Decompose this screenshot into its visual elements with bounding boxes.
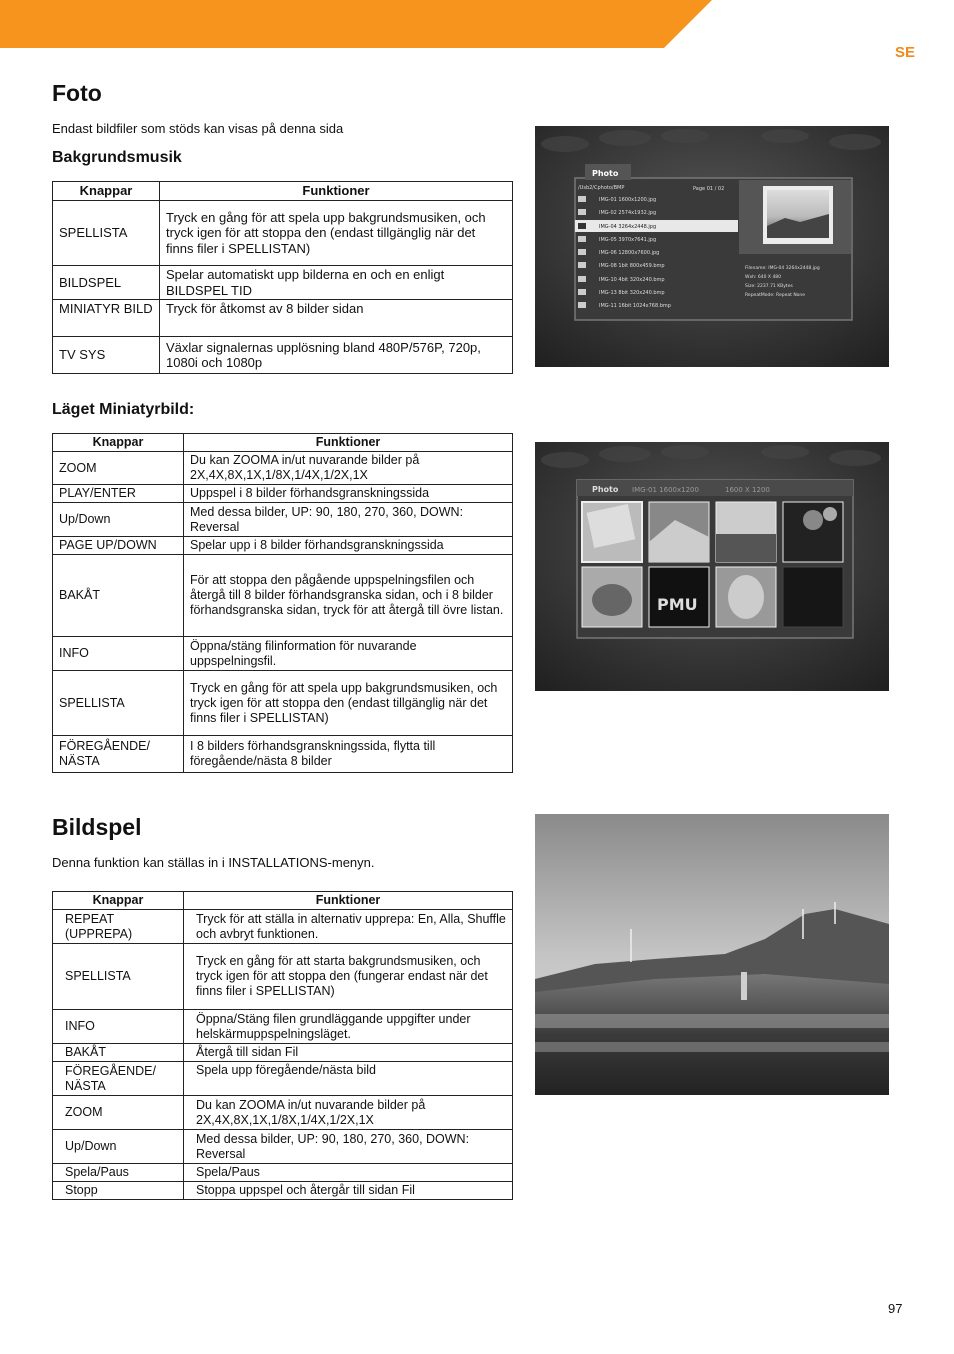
table-row: MINIATYR BILD Tryck för åtkomst av 8 bilder sidan xyxy=(53,300,513,337)
col-funktioner: Funktioner xyxy=(160,182,513,201)
table-row: ZOOM Du kan ZOOMA in/ut nuvarande bilder på 2X,4X,8X,1X,1/8X,1/4X,1/2X,1X xyxy=(53,452,513,485)
file-item: IMG-08 1bit 800x459.bmp xyxy=(599,263,665,269)
miniatyr-table: Knappar Funktioner ZOOM Du kan ZOOMA in/ut nuvarande bilder på 2X,4X,8X,1X,1/8X,1/4X,1/2X,1X PLAY/ENTER Uppspel i 8 bilder förhandsgranskningssida Up/Down Med dessa bilder, UP: 90, 180, 270, 360, DOWN: Reversal PAGE UP/DOWN Spelar upp i 8 bilder förhandsgranskningssida BAKÅT För att stoppa den pågående uppspelningsfilen och återgå till 8 bilder förhandsgranska sidan, och i 8 bilder förhandsgranska sidan, tryck för att återgå till övre listan. INFO Öppna/stäng filinformation för nuvarande uppspelningsfil. SPELLISTA Tryck en gång för att spela upp bakgrundsmusiken, och tryck igen för att stoppa den (endast tillgänglig när det finns filer i SPELLISTAN) FÖREGÅENDE/ NÄSTA I 8 bilders förhandsgranskningssida, flytta till föregående/nästa 8 bilder xyxy=(52,433,513,773)
slideshow-photo xyxy=(535,814,889,1095)
file-item-selected: IMG-04 3264x2448.jpg xyxy=(599,224,657,230)
table-row: Up/Down Med dessa bilder, UP: 90, 180, 270, 360, DOWN: Reversal xyxy=(53,1130,513,1164)
table-row: BAKÅT För att stoppa den pågående uppspelningsfilen och återgå till 8 bilder förhandsgranska sidan, och i 8 bilder förhandsgranska sidan, tryck för att återgå till övre listan. xyxy=(53,555,513,637)
screen-file-name: IMG-01 1600x1200 xyxy=(632,486,699,494)
screen-resolution: 1600 X 1200 xyxy=(725,486,770,494)
file-item: IMG-05 3970x7641.jpg xyxy=(599,237,657,243)
file-info-line: Filename: IMG-04 3264x2448.jpg xyxy=(745,266,820,271)
svg-text:PMU: PMU xyxy=(657,595,698,614)
screen-path: /Usb2/Cphoto/BMP xyxy=(578,185,625,191)
file-item: IMG-06 12800x7600.jpg xyxy=(599,250,660,256)
foto-title: Foto xyxy=(52,80,102,106)
table-row: Spela/Paus Spela/Paus xyxy=(53,1164,513,1182)
screen-tab-label: Photo xyxy=(592,485,619,494)
foto-intro: Endast bildfiler som stöds kan visas på denna sida xyxy=(52,121,344,136)
thumbnail-grid-screenshot xyxy=(535,442,889,691)
table-row: REPEAT (UPPREPA) Tryck för att ställa in alternativ upprepa: En, Alla, Shuffle och avbryt funktionen. xyxy=(53,910,513,944)
table-row: PAGE UP/DOWN Spelar upp i 8 bilder förhandsgranskningssida xyxy=(53,537,513,555)
bildspel-intro: Denna funktion kan ställas in i INSTALLATIONS-menyn. xyxy=(52,855,375,870)
language-label: SE xyxy=(895,44,916,61)
file-item: IMG-02 2574x1932.jpg xyxy=(599,210,657,216)
file-info-line: Wxh: 640 X 480 xyxy=(745,275,782,280)
file-info-line: Size: 2237.71 KBytes xyxy=(745,284,793,289)
screen-page-indicator: Page 01 / 02 xyxy=(693,186,725,192)
table-row: FÖREGÅENDE/ NÄSTA I 8 bilders förhandsgranskningssida, flytta till föregående/nästa 8 bilder xyxy=(53,736,513,773)
table-row: INFO Öppna/stäng filinformation för nuvarande uppspelningsfil. xyxy=(53,637,513,671)
table-row: BILDSPEL Spelar automatiskt upp bilderna en och en enligt BILDSPEL TID xyxy=(53,266,513,300)
file-item: IMG-11 16bit 1024x768.bmp xyxy=(599,303,671,309)
bakgrundsmusik-heading: Bakgrundsmusik xyxy=(52,149,182,166)
bildspel-title: Bildspel xyxy=(52,814,142,840)
table-row: FÖREGÅENDE/ NÄSTA Spela upp föregående/nästa bild xyxy=(53,1062,513,1096)
table-row: SPELLISTA Tryck en gång för att starta bakgrundsmusiken, och tryck igen för att stoppa den (fungerar endast när det finns filer i SPELLISTAN) xyxy=(53,944,513,1010)
table-row: SPELLISTA Tryck en gång för att spela upp bakgrundsmusiken, och tryck igen för att stoppa den (endast tillgänglig när det finns filer i SPELLISTAN) xyxy=(53,671,513,736)
file-item: IMG-01 1600x1200.jpg xyxy=(599,197,657,203)
file-info-line: RepeatMode: Repeat None xyxy=(745,293,806,298)
file-item: IMG-13 8bit 320x240.bmp xyxy=(599,290,665,296)
bildspel-table: Knappar Funktioner REPEAT (UPPREPA) Tryck för att ställa in alternativ upprepa: En, Alla, Shuffle och avbryt funktionen. SPELLISTA Tryck en gång för att starta bakgrundsmusiken, och tryck igen för att stoppa den (fungerar endast när det finns filer i SPELLISTAN) INFO Öppna/Stäng filen grundläggande uppgifter under helskärmuppspelningsläget. BAKÅT Återgå till sidan Fil FÖREGÅENDE/ NÄSTA Spela upp föregående/nästa bild ZOOM Du kan ZOOMA in/ut nuvarande bilder på 2X,4X,8X,1X,1/8X,1/4X,1/2X,1X Up/Down Med dessa bilder, UP: 90, 180, 270, 360, DOWN: Reversal Spela/Paus Spela/Paus Stopp Stoppa uppspel och återgår till sidan Fil xyxy=(52,891,513,1200)
orange-header-banner xyxy=(0,0,954,48)
file-browser-screenshot xyxy=(535,126,889,367)
camera-icon xyxy=(578,196,586,308)
table-row: BAKÅT Återgå till sidan Fil xyxy=(53,1044,513,1062)
screen-tab-label: Photo xyxy=(592,169,619,178)
bakgrundsmusik-table xyxy=(52,181,513,374)
table-row: SPELLISTA Tryck en gång för att spela upp bakgrundsmusiken, och tryck igen för att stoppa den (endast tillgänglig när det finns filer i SPELLISTAN) xyxy=(53,201,513,266)
col-knappar: Knappar xyxy=(53,182,160,201)
table-row: Stopp Stoppa uppspel och återgår till sidan Fil xyxy=(53,1182,513,1200)
table-row: TV SYS Växlar signalernas upplösning bland 480P/576P, 720p, 1080i och 1080p xyxy=(53,337,513,374)
table-row: Up/Down Med dessa bilder, UP: 90, 180, 270, 360, DOWN: Reversal xyxy=(53,503,513,537)
table-row: ZOOM Du kan ZOOMA in/ut nuvarande bilder på 2X,4X,8X,1X,1/8X,1/4X,1/2X,1X xyxy=(53,1096,513,1130)
page-number: 97 xyxy=(888,1301,903,1316)
table-row: INFO Öppna/Stäng filen grundläggande uppgifter under helskärmuppspelningsläget. xyxy=(53,1010,513,1044)
miniatyr-heading: Läget Miniatyrbild: xyxy=(52,401,195,418)
table-row: PLAY/ENTER Uppspel i 8 bilder förhandsgranskningssida xyxy=(53,485,513,503)
file-item: IMG-10 4bit 320x240.bmp xyxy=(599,277,665,283)
